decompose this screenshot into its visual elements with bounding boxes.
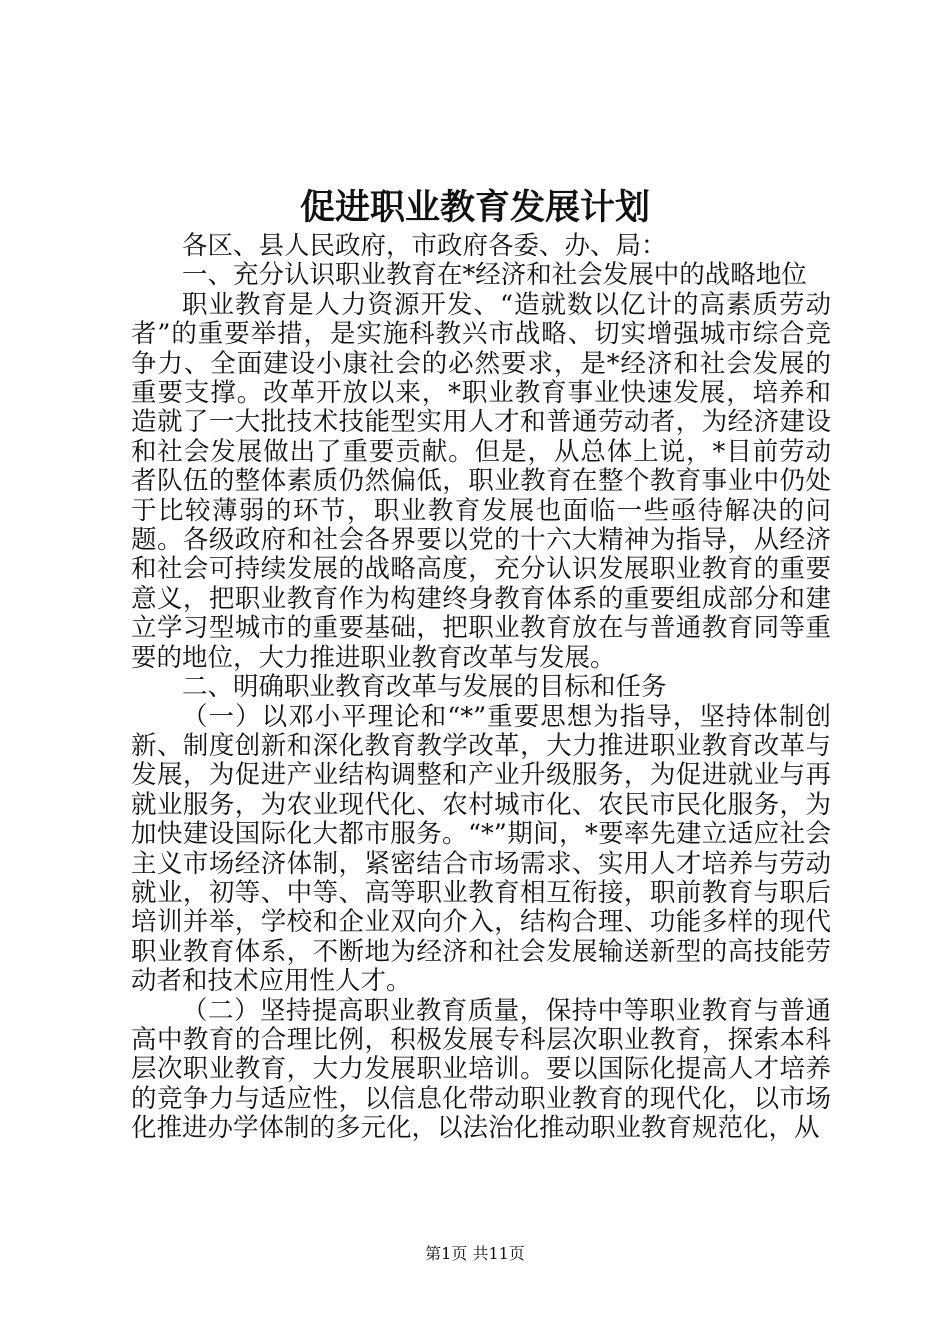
paragraph: 职业教育是人力资源开发、“造就数以亿计的高素质劳动者”的重要举措，是实施科教兴市战略、切实增强城市综合竞争力、全面建设小康社会的必然要求，是*经济和社会发展的重要支撑。改革开放以来，*职业教育事业快速发展，培养和造就了一大批技术技能型实用人才和普通劳动者，为经济建设和社会发展做出了重要贡献。但是，从总体上说，*目前劳动者队伍的整体素质仍然偏低，职业教育在整个教育事业中仍处于比较薄弱的环节，职业教育发展也面临一些亟待解决的问题。各级政府和社会各界要以党的十六大精神为指导，从经济和社会可持续发展的战略高度，充分认识发展职业教育的重要意义，把职业教育作为构建终身教育体系的重要组成部分和建立学习型城市的重要基础，把职业教育放在与普通教育同等重要的地位，大力推进职业教育改革与发展。 xyxy=(131,289,831,673)
paragraph: （二）坚持提高职业教育质量，保持中等职业教育与普通高中教育的合理比例，积极发展专科层次职业教育，探索本科层次职业教育，大力发展职业培训。要以国际化提高人才培养的竞争力与适应性，以信息化带动职业教育的现代化，以市场化推进办学体制的多元化，以法治化推动职业教育规范化，从 xyxy=(131,995,831,1144)
document-body xyxy=(131,232,831,1144)
paragraph: （一）以邓小平理论和“*”重要思想为指导，坚持体制创新、制度创新和深化教育教学改革，大力推进职业教育改革与发展，为促进产业结构调整和产业升级服务，为促进就业与再就业服务，为农业现代化、农村城市化、农民市民化服务，为加快建设国际化大都市服务。“*”期间，*要率先建立适应社会主义市场经济体制，紧密结合市场需求、实用人才培养与劳动就业，初等、中等、高等职业教育相互衔接，职前教育与职后培训并举，学校和企业双向介入，结构合理、功能多样的现代职业教育体系，不断地为经济和社会发展输送新型的高技能劳动者和技术应用性人才。 xyxy=(131,701,831,997)
section-heading-2: 二、明确职业教育改革与发展的目标和任务 xyxy=(182,672,667,703)
page-number-footer: 第1页 共11页 xyxy=(425,1244,525,1263)
paragraph-salutation: 各区、县人民政府，市政府各委、办、局： xyxy=(182,231,667,261)
section-heading-1: 一、充分认识职业教育在*经济和社会发展中的战略地位 xyxy=(182,260,807,291)
document-title: 促进职业教育发展计划 xyxy=(299,187,650,228)
